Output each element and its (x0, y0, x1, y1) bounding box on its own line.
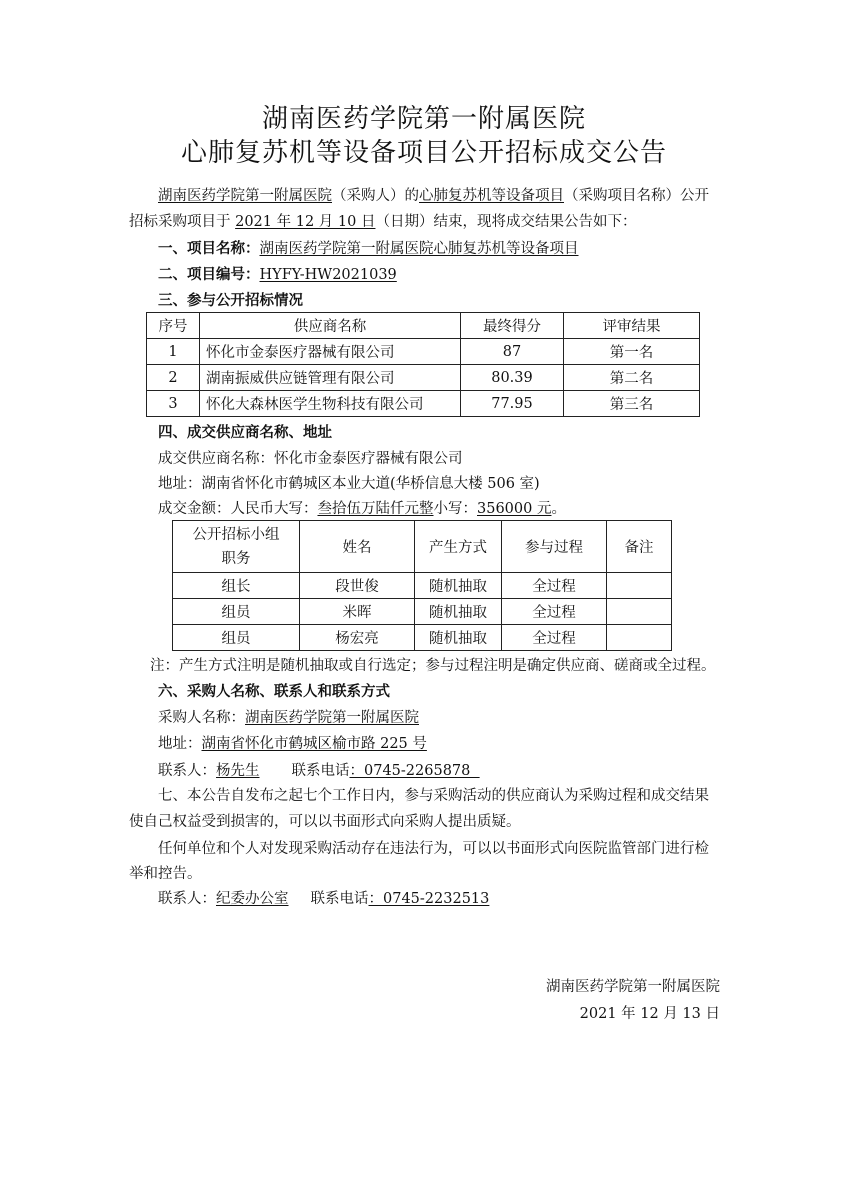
panel-cell: 全过程 (502, 599, 607, 625)
bid-cell: 第二名 (564, 365, 700, 391)
intro-date: 2021 年 12 月 10 日 (235, 214, 376, 230)
bid-cell: 怀化大森林医学生物科技有限公司 (200, 391, 461, 417)
section-7-line-4: 举和控告。 (129, 866, 202, 882)
panel-header-cell: 姓名 (300, 521, 415, 573)
intro-project-note: （采购项目名称）公开 (564, 188, 709, 204)
section-4-amount (158, 499, 566, 519)
section-7-contact (158, 889, 489, 909)
panel-table-header (173, 521, 672, 573)
panel-cell: 米晖 (300, 599, 415, 625)
section-6-contact (158, 761, 480, 781)
discipline-phone-label: 联系电话 (310, 891, 369, 907)
panel-cell (607, 625, 672, 651)
address-label: 地址： (158, 736, 202, 752)
purchaser-label: 采购人名称： (158, 710, 245, 726)
table-row (147, 391, 700, 417)
panel-header-cell: 公开招标小组 职务 (173, 521, 300, 573)
discipline-contact-label: 联系人： (158, 891, 216, 907)
panel-cell: 组长 (173, 573, 300, 599)
bid-table (146, 312, 700, 417)
panel-cell (607, 599, 672, 625)
purchaser-name: 湖南医药学院第一附属医院 (245, 710, 419, 726)
intro-purchaser-note: （采购人）的 (332, 188, 419, 204)
panel-cell: 组员 (173, 625, 300, 651)
table-row (147, 339, 700, 365)
section-6-address (158, 734, 427, 754)
bid-cell: 湖南振威供应链管理有限公司 (200, 365, 461, 391)
contact-label: 联系人： (158, 763, 216, 779)
section-6-label: 六、采购人名称、联系人和联系方式 (158, 684, 390, 700)
section-6-purchaser (158, 708, 419, 728)
table-row (147, 365, 700, 391)
bid-cell: 2 (147, 365, 200, 391)
panel-cell: 随机抽取 (415, 625, 502, 651)
intro-line2-suffix: （日期）结束，现将成交结果公告如下： (375, 214, 637, 230)
table-note: 注：产生方式注明是随机抽取或自行选定；参与过程注明是确定供应商、磋商或全过程。 (150, 658, 716, 674)
panel-cell: 全过程 (502, 625, 607, 651)
panel-cell: 段世俊 (300, 573, 415, 599)
panel-header-cell: 参与过程 (502, 521, 607, 573)
section-2-value: HYFY-HW2021039 (259, 267, 397, 283)
panel-cell: 全过程 (502, 573, 607, 599)
bid-cell: 1 (147, 339, 200, 365)
bid-table-header (147, 313, 700, 339)
section-3-label: 三、参与公开招标情况 (158, 293, 303, 309)
title-line-2: 心肺复苏机等设备项目公开招标成交公告 (180, 138, 667, 168)
section-7-line-2: 使自己权益受到损害的，可以以书面形式向采购人提出质疑。 (129, 814, 521, 830)
amount-mid: 小写： (433, 501, 477, 517)
footer-org: 湖南医药学院第一附属医院 (546, 979, 720, 995)
bid-header-cell: 供应商名称 (200, 313, 461, 339)
section-7-line-3: 任何单位和个人对发现采购活动存在违法行为，可以以书面形式向医院监管部门进行检 (158, 841, 709, 857)
contact-value: 杨先生 (216, 763, 260, 779)
bid-cell: 77.95 (461, 391, 564, 417)
phone-label: 联系电话 (291, 763, 350, 779)
bid-cell: 3 (147, 391, 200, 417)
panel-cell: 随机抽取 (415, 599, 502, 625)
section-2-label: 二、项目编号： (158, 267, 260, 283)
amount-prefix: 成交金额：人民币大写： (158, 501, 318, 517)
bid-cell: 第一名 (564, 339, 700, 365)
section-7-line-1: 七、本公告自发布之起七个工作日内，参与采购活动的供应商认为采购过程和成交结果 (158, 788, 709, 804)
discipline-phone-value: ：0745-2232513 (368, 891, 490, 907)
panel-cell: 杨宏亮 (300, 625, 415, 651)
panel-cell: 随机抽取 (415, 573, 502, 599)
section-1-label: 一、项目名称： (158, 241, 260, 257)
intro-purchaser: 湖南医药学院第一附属医院 (158, 188, 332, 204)
panel-table (172, 520, 672, 651)
footer-date: 2021 年 12 月 13 日 (579, 1006, 720, 1022)
panel-cell (607, 573, 672, 599)
intro-line-1 (158, 186, 709, 206)
section-4-address: 地址：湖南省怀化市鹤城区本业大道(华桥信息大楼 506 室) (158, 476, 540, 492)
discipline-contact-value: 纪委办公室 (216, 891, 289, 907)
bid-cell: 80.39 (461, 365, 564, 391)
intro-line2-prefix: 招标采购项目于 (129, 214, 236, 230)
bid-header-cell: 序号 (147, 313, 200, 339)
table-row (173, 573, 672, 599)
panel-cell: 组员 (173, 599, 300, 625)
bid-cell: 87 (461, 339, 564, 365)
panel-header-cell: 产生方式 (415, 521, 502, 573)
section-1 (158, 239, 579, 259)
bid-cell: 第三名 (564, 391, 700, 417)
section-4-supplier: 成交供应商名称：怀化市金泰医疗器械有限公司 (158, 451, 463, 467)
bid-header-cell: 评审结果 (564, 313, 700, 339)
amount-upper: 叁拾伍万陆仟元整 (317, 501, 434, 517)
section-1-value: 湖南医药学院第一附属医院心肺复苏机等设备项目 (259, 241, 579, 257)
panel-header-cell: 备注 (607, 521, 672, 573)
title-line-1: 湖南医药学院第一附属医院 (261, 104, 586, 134)
phone-value: ：0745-2265878 (349, 763, 480, 779)
amount-end: 。 (551, 501, 566, 517)
table-row (173, 625, 672, 651)
intro-line-2 (129, 212, 636, 232)
intro-project-name: 心肺复苏机等设备项目 (419, 188, 564, 204)
bid-header-cell: 最终得分 (461, 313, 564, 339)
address-value: 湖南省怀化市鹤城区榆市路 225 号 (201, 736, 427, 752)
section-2 (158, 265, 397, 285)
bid-cell: 怀化市金泰医疗器械有限公司 (200, 339, 461, 365)
table-row (173, 599, 672, 625)
amount-lower: 356000 元 (477, 501, 552, 517)
section-4-label: 四、成交供应商名称、地址 (158, 425, 332, 441)
